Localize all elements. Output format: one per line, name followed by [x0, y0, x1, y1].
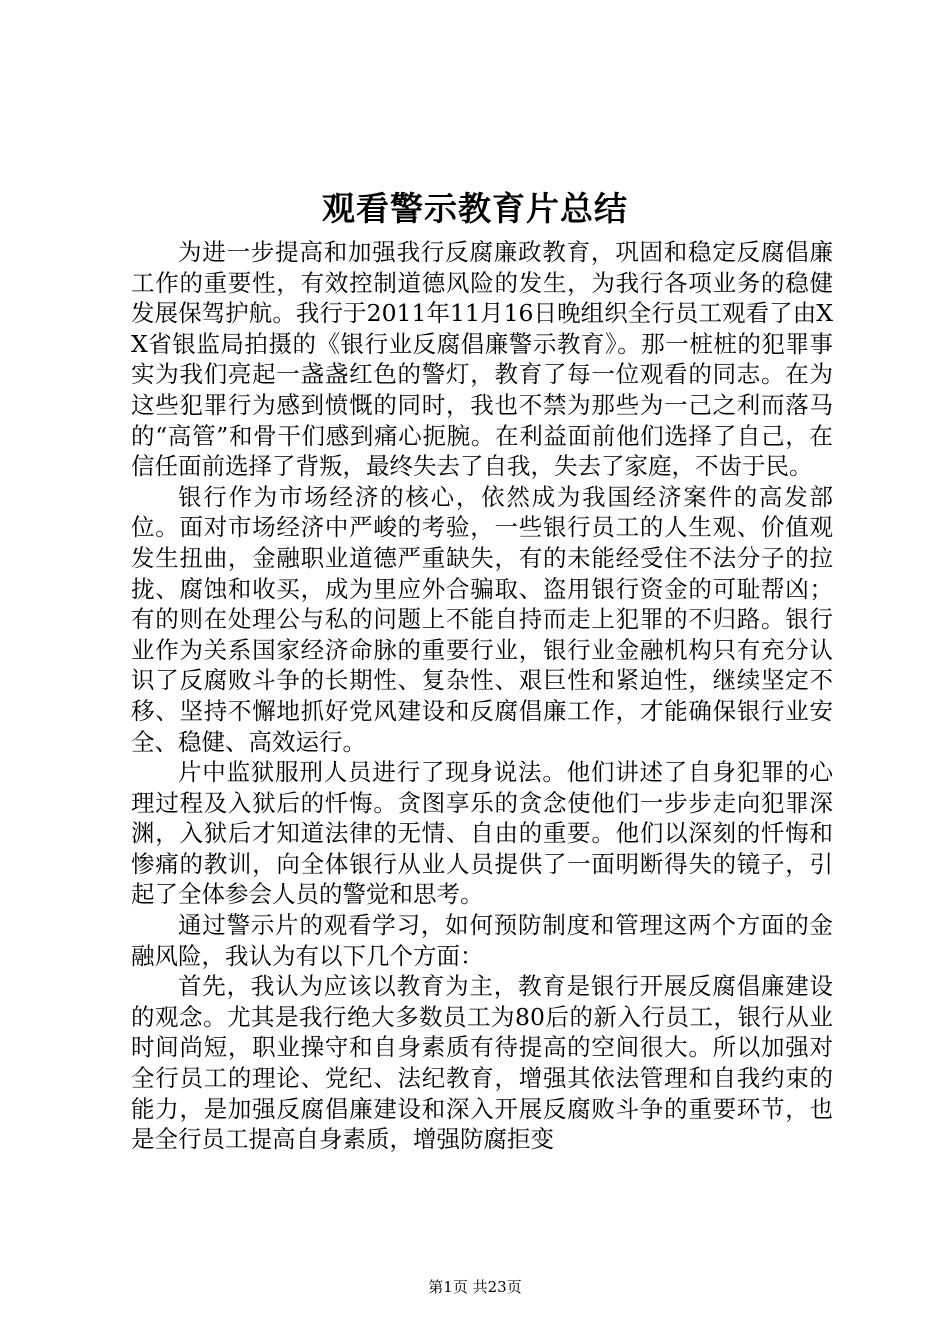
paragraph: 银行作为市场经济的核心，依然成为我国经济案件的高发部位。面对市场经济中严峻的考验，一些银行员工的人生观、价值观发生扭曲，金融职业道德严重缺失，有的未能经受住不法分子的拉拢、腐蚀和收买，成为里应外合骗取、盗用银行资金的可耻帮凶；有的则在处理公与私的问题上不能自持而走上犯罪的不归路。银行业作为关系国家经济命脉的重要行业，银行业金融机构只有充分认识了反腐败斗争的长期性、复杂性、艰巨性和紧迫性，继续坚定不移、坚持不懈地抓好党风建设和反腐倡廉工作，才能确保银行业安全、稳健、高效运行。: [131, 482, 833, 756]
document-title: 观看警示教育片总结: [322, 189, 628, 228]
paragraph: 片中监狱服刑人员进行了现身说法。他们讲述了自身犯罪的心理过程及入狱后的忏悔。贪图享乐的贪念使他们一步步走向犯罪深渊，入狱后才知道法律的无情、自由的重要。他们以深刻的忏悔和惨痛的教训，向全体银行从业人员提供了一面明断得失的镜子，引起了全体参会人员的警觉和思考。: [131, 758, 833, 909]
document-body: [131, 237, 833, 1155]
paragraph: 为进一步提高和加强我行反腐廉政教育，巩固和稳定反腐倡廉工作的重要性，有效控制道德风险的发生，为我行各项业务的稳健发展保驾护航。我行于2011年11月16日晚组织全行员工观看了由XX省银监局拍摄的《银行业反腐倡廉警示教育》。那一桩桩的犯罪事实为我们亮起一盏盏红色的警灯，教育了每一位观看的同志。在为这些犯罪行为感到愤慨的同时，我也不禁为那些为一己之利而落马的“高管”和骨干们感到痛心扼腕。在利益面前他们选择了自己，在信任面前选择了背叛，最终失去了自我，失去了家庭，不齿于民。: [131, 238, 833, 481]
paragraph: 通过警示片的观看学习，如何预防制度和管理这两个方面的金融风险，我认为有以下几个方面：: [131, 911, 833, 970]
page-footer: 第1页 共23页: [428, 1278, 522, 1296]
paragraph: 首先，我认为应该以教育为主，教育是银行开展反腐倡廉建设的观念。尤其是我行绝大多数员工为80后的新入行员工，银行从业时间尚短，职业操守和自身素质有待提高的空间很大。所以加强对全行员工的理论、党纪、法纪教育，增强其依法管理和自我约束的能力，是加强反腐倡廉建设和深入开展反腐败斗争的重要环节，也是全行员工提高自身素质，增强防腐拒变: [131, 972, 833, 1154]
